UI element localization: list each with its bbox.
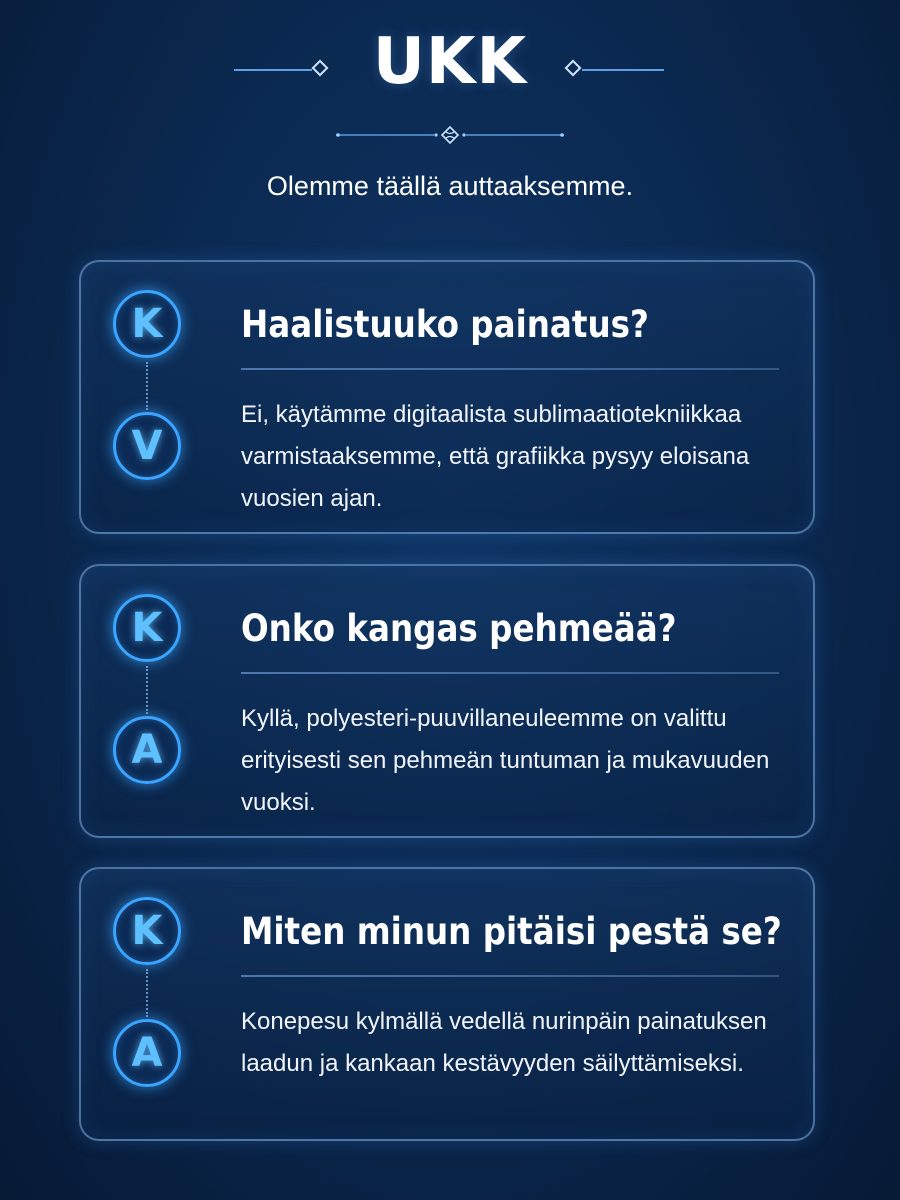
- question-divider: [241, 368, 779, 370]
- question-badge: K: [113, 897, 181, 965]
- flourish-divider-icon: [334, 124, 566, 146]
- page-title: UKK: [372, 25, 528, 99]
- question-badge: K: [113, 594, 181, 662]
- page-subtitle: Olemme täällä auttaaksemme.: [266, 171, 634, 201]
- header: [0, 0, 900, 230]
- badge-connector: [146, 362, 148, 410]
- badge-connector: [146, 666, 148, 714]
- faq-card: [79, 564, 815, 838]
- answer-badge: V: [113, 412, 181, 480]
- faq-answer: Ei, käytämme digitaalista sublimaatiotekniikkaa varmistaaksemme, että grafiikka pysyy eloisana vuosien ajan.: [241, 401, 750, 512]
- badge-connector: [146, 969, 148, 1017]
- faq-question: Miten minun pitäisi pestä se?: [241, 910, 782, 953]
- right-diamond-ornament: [562, 58, 667, 82]
- faq-question: Onko kangas pehmeää?: [241, 607, 677, 650]
- faq-card: [79, 867, 815, 1141]
- question-divider: [241, 975, 779, 977]
- faq-question: Haalistuuko painatus?: [241, 303, 649, 346]
- faq-card: [79, 260, 815, 534]
- faq-answer: Konepesu kylmällä vedellä nurinpäin painatuksen laadun ja kankaan kestävyyden säilyttämiseksi.: [241, 1008, 767, 1077]
- faq-answer: Kyllä, polyesteri-puuvillaneuleemme on valittu erityisesti sen pehmeän tuntuman ja mukavuuden vuoksi.: [241, 705, 770, 816]
- answer-badge: A: [113, 716, 181, 784]
- question-badge: K: [113, 290, 181, 358]
- answer-badge: A: [113, 1019, 181, 1087]
- question-divider: [241, 672, 779, 674]
